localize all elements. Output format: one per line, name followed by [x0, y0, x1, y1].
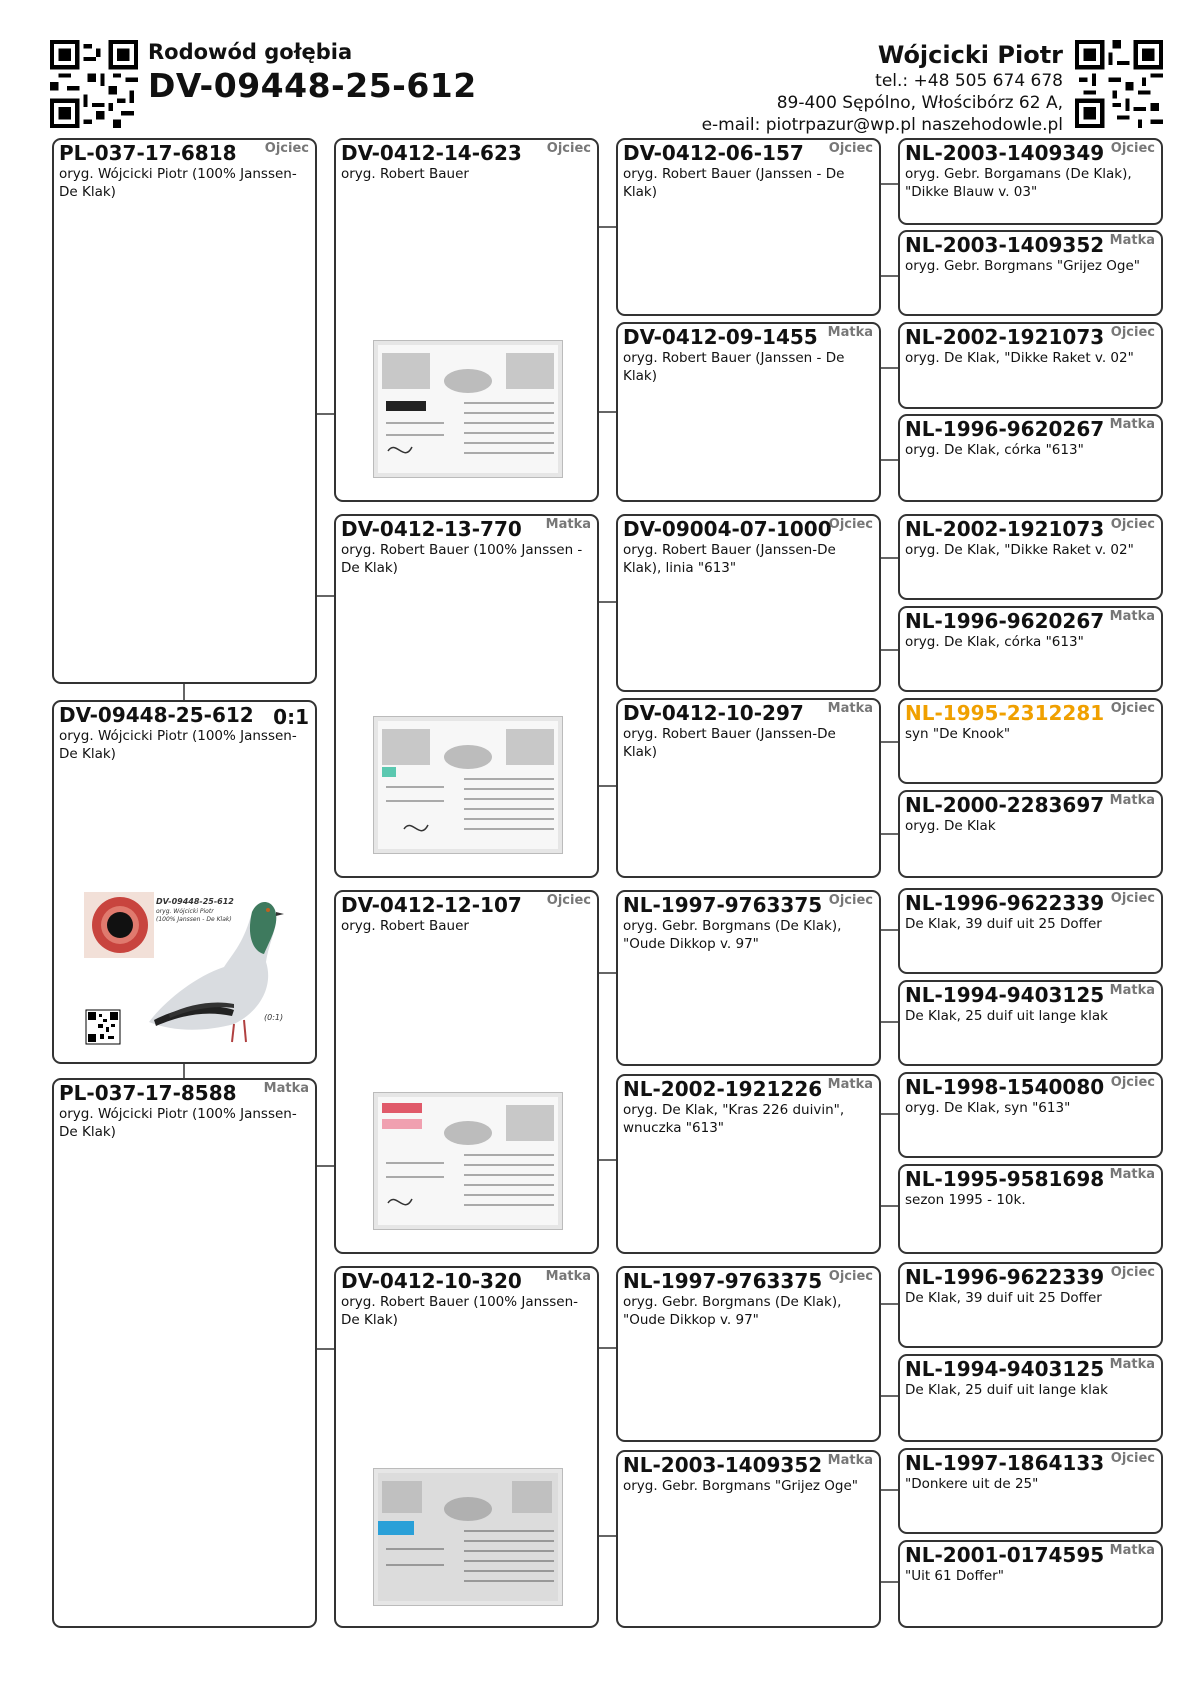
- gen3-card-3: [616, 514, 881, 692]
- sex-label: Ojciec: [1110, 1265, 1155, 1280]
- sex-label: Matka: [263, 1081, 309, 1096]
- bird-description: De Klak, 25 duif uit lange klak: [905, 1008, 1108, 1024]
- bird-description: oryg. Wójcicki Piotr (100% Janssen-De Klak): [59, 166, 297, 200]
- bird-code: 0:1: [273, 705, 309, 729]
- ring-number: NL-1996-9622339: [905, 891, 1105, 915]
- photo-caption-line: (100% Janssen - De Klak): [156, 916, 232, 923]
- bird-description: oryg. De Klak: [905, 818, 996, 834]
- bird-description: oryg. Robert Bauer (Janssen-De Klak): [623, 726, 836, 760]
- bird-description: oryg. Wójcicki Piotr (100% Janssen-De Klak): [59, 728, 297, 762]
- bird-description: oryg. Gebr. Borgamans (De Klak), "Dikke Blauw v. 03": [905, 166, 1132, 200]
- pedigree-document-image: [373, 340, 563, 478]
- bird-description: oryg. Robert Bauer (100% Janssen - De Klak): [341, 542, 583, 576]
- gen4-card-5: [898, 514, 1163, 600]
- gen4-card-15: [898, 1448, 1163, 1534]
- gen2-card-2: [334, 514, 599, 878]
- ring-number: NL-1996-9620267: [905, 417, 1105, 441]
- sex-label: Matka: [1109, 1543, 1155, 1558]
- sex-label: Ojciec: [1110, 701, 1155, 716]
- sex-label: Ojciec: [546, 893, 591, 908]
- sex-label: Matka: [1109, 793, 1155, 808]
- sex-label: Matka: [827, 1453, 873, 1468]
- sex-label: Matka: [1109, 1357, 1155, 1372]
- ring-number: NL-2003-1409352: [905, 233, 1105, 257]
- gen4-card-2: [898, 230, 1163, 316]
- sex-label: Matka: [545, 517, 591, 532]
- ring-number: DV-0412-06-157: [623, 141, 804, 165]
- sex-label: Ojciec: [1110, 517, 1155, 532]
- ring-number: NL-1994-9403125: [905, 983, 1105, 1007]
- ring-number: DV-0412-13-770: [341, 517, 522, 541]
- bird-description: oryg. Wójcicki Piotr (100% Janssen-De Klak): [59, 1106, 297, 1140]
- bird-description: oryg. De Klak, "Dikke Raket v. 02": [905, 542, 1134, 558]
- sex-label: Ojciec: [1110, 891, 1155, 906]
- owner-phone: tel.: +48 505 674 678: [875, 71, 1063, 91]
- sex-label: Ojciec: [828, 1269, 873, 1284]
- photo-caption-code: (0:1): [264, 1013, 284, 1022]
- ring-number: NL-1994-9403125: [905, 1357, 1105, 1381]
- gen4-card-14: [898, 1354, 1163, 1442]
- gen1-mother-card: [52, 1078, 317, 1628]
- pedigree-document-image: [373, 1092, 563, 1230]
- ring-number: DV-0412-12-107: [341, 893, 522, 917]
- sex-label: Ojciec: [828, 141, 873, 156]
- sex-label: Matka: [827, 701, 873, 716]
- bird-description: "Donkere uit de 25": [905, 1476, 1039, 1492]
- bird-description: oryg. Gebr. Borgmans (De Klak), "Oude Dikkop v. 97": [623, 1294, 842, 1328]
- gen2-card-3: [334, 890, 599, 1254]
- bird-description: oryg. Robert Bauer (100% Janssen-De Klak): [341, 1294, 578, 1328]
- bird-description: "Uit 61 Doffer": [905, 1568, 1004, 1584]
- gen4-card-13: [898, 1262, 1163, 1348]
- gen3-card-1: [616, 138, 881, 316]
- ring-number: DV-0412-09-1455: [623, 325, 818, 349]
- sex-label: Matka: [1109, 417, 1155, 432]
- ring-number: NL-1997-1864133: [905, 1451, 1105, 1475]
- gen4-card-9: [898, 888, 1163, 974]
- gen3-card-4: [616, 698, 881, 878]
- sex-label: Matka: [827, 1077, 873, 1092]
- bird-description: sezon 1995 - 10k.: [905, 1192, 1026, 1208]
- ring-number: DV-09448-25-612: [59, 703, 254, 727]
- bird-description: oryg. Gebr. Borgmans (De Klak), "Oude Dikkop v. 97": [623, 918, 842, 952]
- ring-number: NL-2000-2283697: [905, 793, 1105, 817]
- gen3-card-7: [616, 1266, 881, 1442]
- gen4-card-6: [898, 606, 1163, 692]
- gen3-card-8: [616, 1450, 881, 1628]
- document-label: Rodowód gołębia: [148, 40, 353, 64]
- ring-number: NL-2003-1409352: [623, 1453, 823, 1477]
- gen3-card-6: [616, 1074, 881, 1254]
- ring-number: NL-2002-1921073: [905, 517, 1105, 541]
- owner-address: 89-400 Sępólno, Włościbórz 62 A,: [776, 93, 1063, 113]
- ring-number: NL-1996-9622339: [905, 1265, 1105, 1289]
- sex-label: Ojciec: [1110, 141, 1155, 156]
- main-bird-card: [52, 700, 317, 1064]
- pedigree-document-image: [373, 716, 563, 854]
- owner-name: Wójcicki Piotr: [877, 41, 1063, 69]
- sex-label: Matka: [827, 325, 873, 340]
- pigeon-photo: [84, 892, 289, 1052]
- sex-label: Ojciec: [828, 517, 873, 532]
- bird-description: oryg. Gebr. Borgmans "Grijez Oge": [623, 1478, 859, 1494]
- sex-label: Ojciec: [828, 893, 873, 908]
- owner-contact: e-mail: piotrpazur@wp.pl naszehodowle.pl: [701, 115, 1063, 135]
- bird-description: oryg. Robert Bauer: [341, 166, 469, 182]
- bird-description: De Klak, 39 duif uit 25 Doffer: [905, 1290, 1102, 1306]
- ring-number: NL-1997-9763375: [623, 893, 823, 917]
- bird-description: oryg. De Klak, syn "613": [905, 1100, 1071, 1116]
- ring-number: NL-1996-9620267: [905, 609, 1105, 633]
- bird-description: syn "De Knook": [905, 726, 1011, 742]
- ring-number: NL-1995-9581698: [905, 1167, 1105, 1191]
- gen4-card-12: [898, 1164, 1163, 1254]
- sex-label: Ojciec: [264, 141, 309, 156]
- bird-description: De Klak, 25 duif uit lange klak: [905, 1382, 1108, 1398]
- sex-label: Matka: [1109, 983, 1155, 998]
- ring-number: NL-2002-1921226: [623, 1077, 823, 1101]
- ring-number: NL-1995-2312281: [905, 701, 1105, 725]
- ring-number: NL-2002-1921073: [905, 325, 1105, 349]
- bird-description: oryg. De Klak, córka "613": [905, 634, 1084, 650]
- gen2-card-4: [334, 1266, 599, 1628]
- gen4-card-16: [898, 1540, 1163, 1628]
- bird-description: oryg. De Klak, "Kras 226 duivin", wnuczka "613": [623, 1102, 845, 1136]
- gen1-father-card: [52, 138, 317, 684]
- bird-description: De Klak, 39 duif uit 25 Doffer: [905, 916, 1102, 932]
- ring-number: NL-2003-1409349: [905, 141, 1105, 165]
- ring-number: DV-09004-07-1000: [623, 517, 832, 541]
- sex-label: Ojciec: [1110, 1451, 1155, 1466]
- gen3-card-2: [616, 322, 881, 502]
- gen3-card-5: [616, 890, 881, 1066]
- ring-number: DV-0412-10-320: [341, 1269, 522, 1293]
- bird-description: oryg. De Klak, córka "613": [905, 442, 1084, 458]
- sex-label: Ojciec: [1110, 325, 1155, 340]
- ring-number: NL-1997-9763375: [623, 1269, 823, 1293]
- photo-caption-owner: oryg. Wójcicki Piotr: [156, 908, 214, 915]
- bird-description: oryg. Robert Bauer (Janssen - De Klak): [623, 350, 845, 384]
- ring-number: PL-037-17-6818: [59, 141, 237, 165]
- bird-description: oryg. Robert Bauer (Janssen - De Klak): [623, 166, 845, 200]
- sex-label: Matka: [1109, 609, 1155, 624]
- sex-label: Matka: [1109, 1167, 1155, 1182]
- gen4-card-10: [898, 980, 1163, 1066]
- bird-description: oryg. De Klak, "Dikke Raket v. 02": [905, 350, 1134, 366]
- gen2-card-1: [334, 138, 599, 502]
- sex-label: Matka: [1109, 233, 1155, 248]
- gen4-card-7: [898, 698, 1163, 784]
- ring-number: DV-0412-10-297: [623, 701, 804, 725]
- ring-number: DV-0412-14-623: [341, 141, 522, 165]
- sex-label: Ojciec: [546, 141, 591, 156]
- gen4-card-11: [898, 1072, 1163, 1158]
- sex-label: Ojciec: [1110, 1075, 1155, 1090]
- pedigree-document-image: [373, 1468, 563, 1606]
- gen4-card-4: [898, 414, 1163, 502]
- bird-description: oryg. Robert Bauer: [341, 918, 469, 934]
- bird-description: oryg. Gebr. Borgmans "Grijez Oge": [905, 258, 1141, 274]
- gen4-card-3: [898, 322, 1163, 409]
- ring-number: NL-1998-1540080: [905, 1075, 1105, 1099]
- document-ring-number: DV-09448-25-612: [148, 66, 477, 105]
- bird-description: oryg. Robert Bauer (Janssen-De Klak), linia "613": [623, 542, 836, 576]
- sex-label: Matka: [545, 1269, 591, 1284]
- gen4-card-1: [898, 138, 1163, 225]
- gen4-card-8: [898, 790, 1163, 878]
- ring-number: NL-2001-0174595: [905, 1543, 1105, 1567]
- photo-caption-ring: DV-09448-25-612: [156, 897, 234, 906]
- ring-number: PL-037-17-8588: [59, 1081, 237, 1105]
